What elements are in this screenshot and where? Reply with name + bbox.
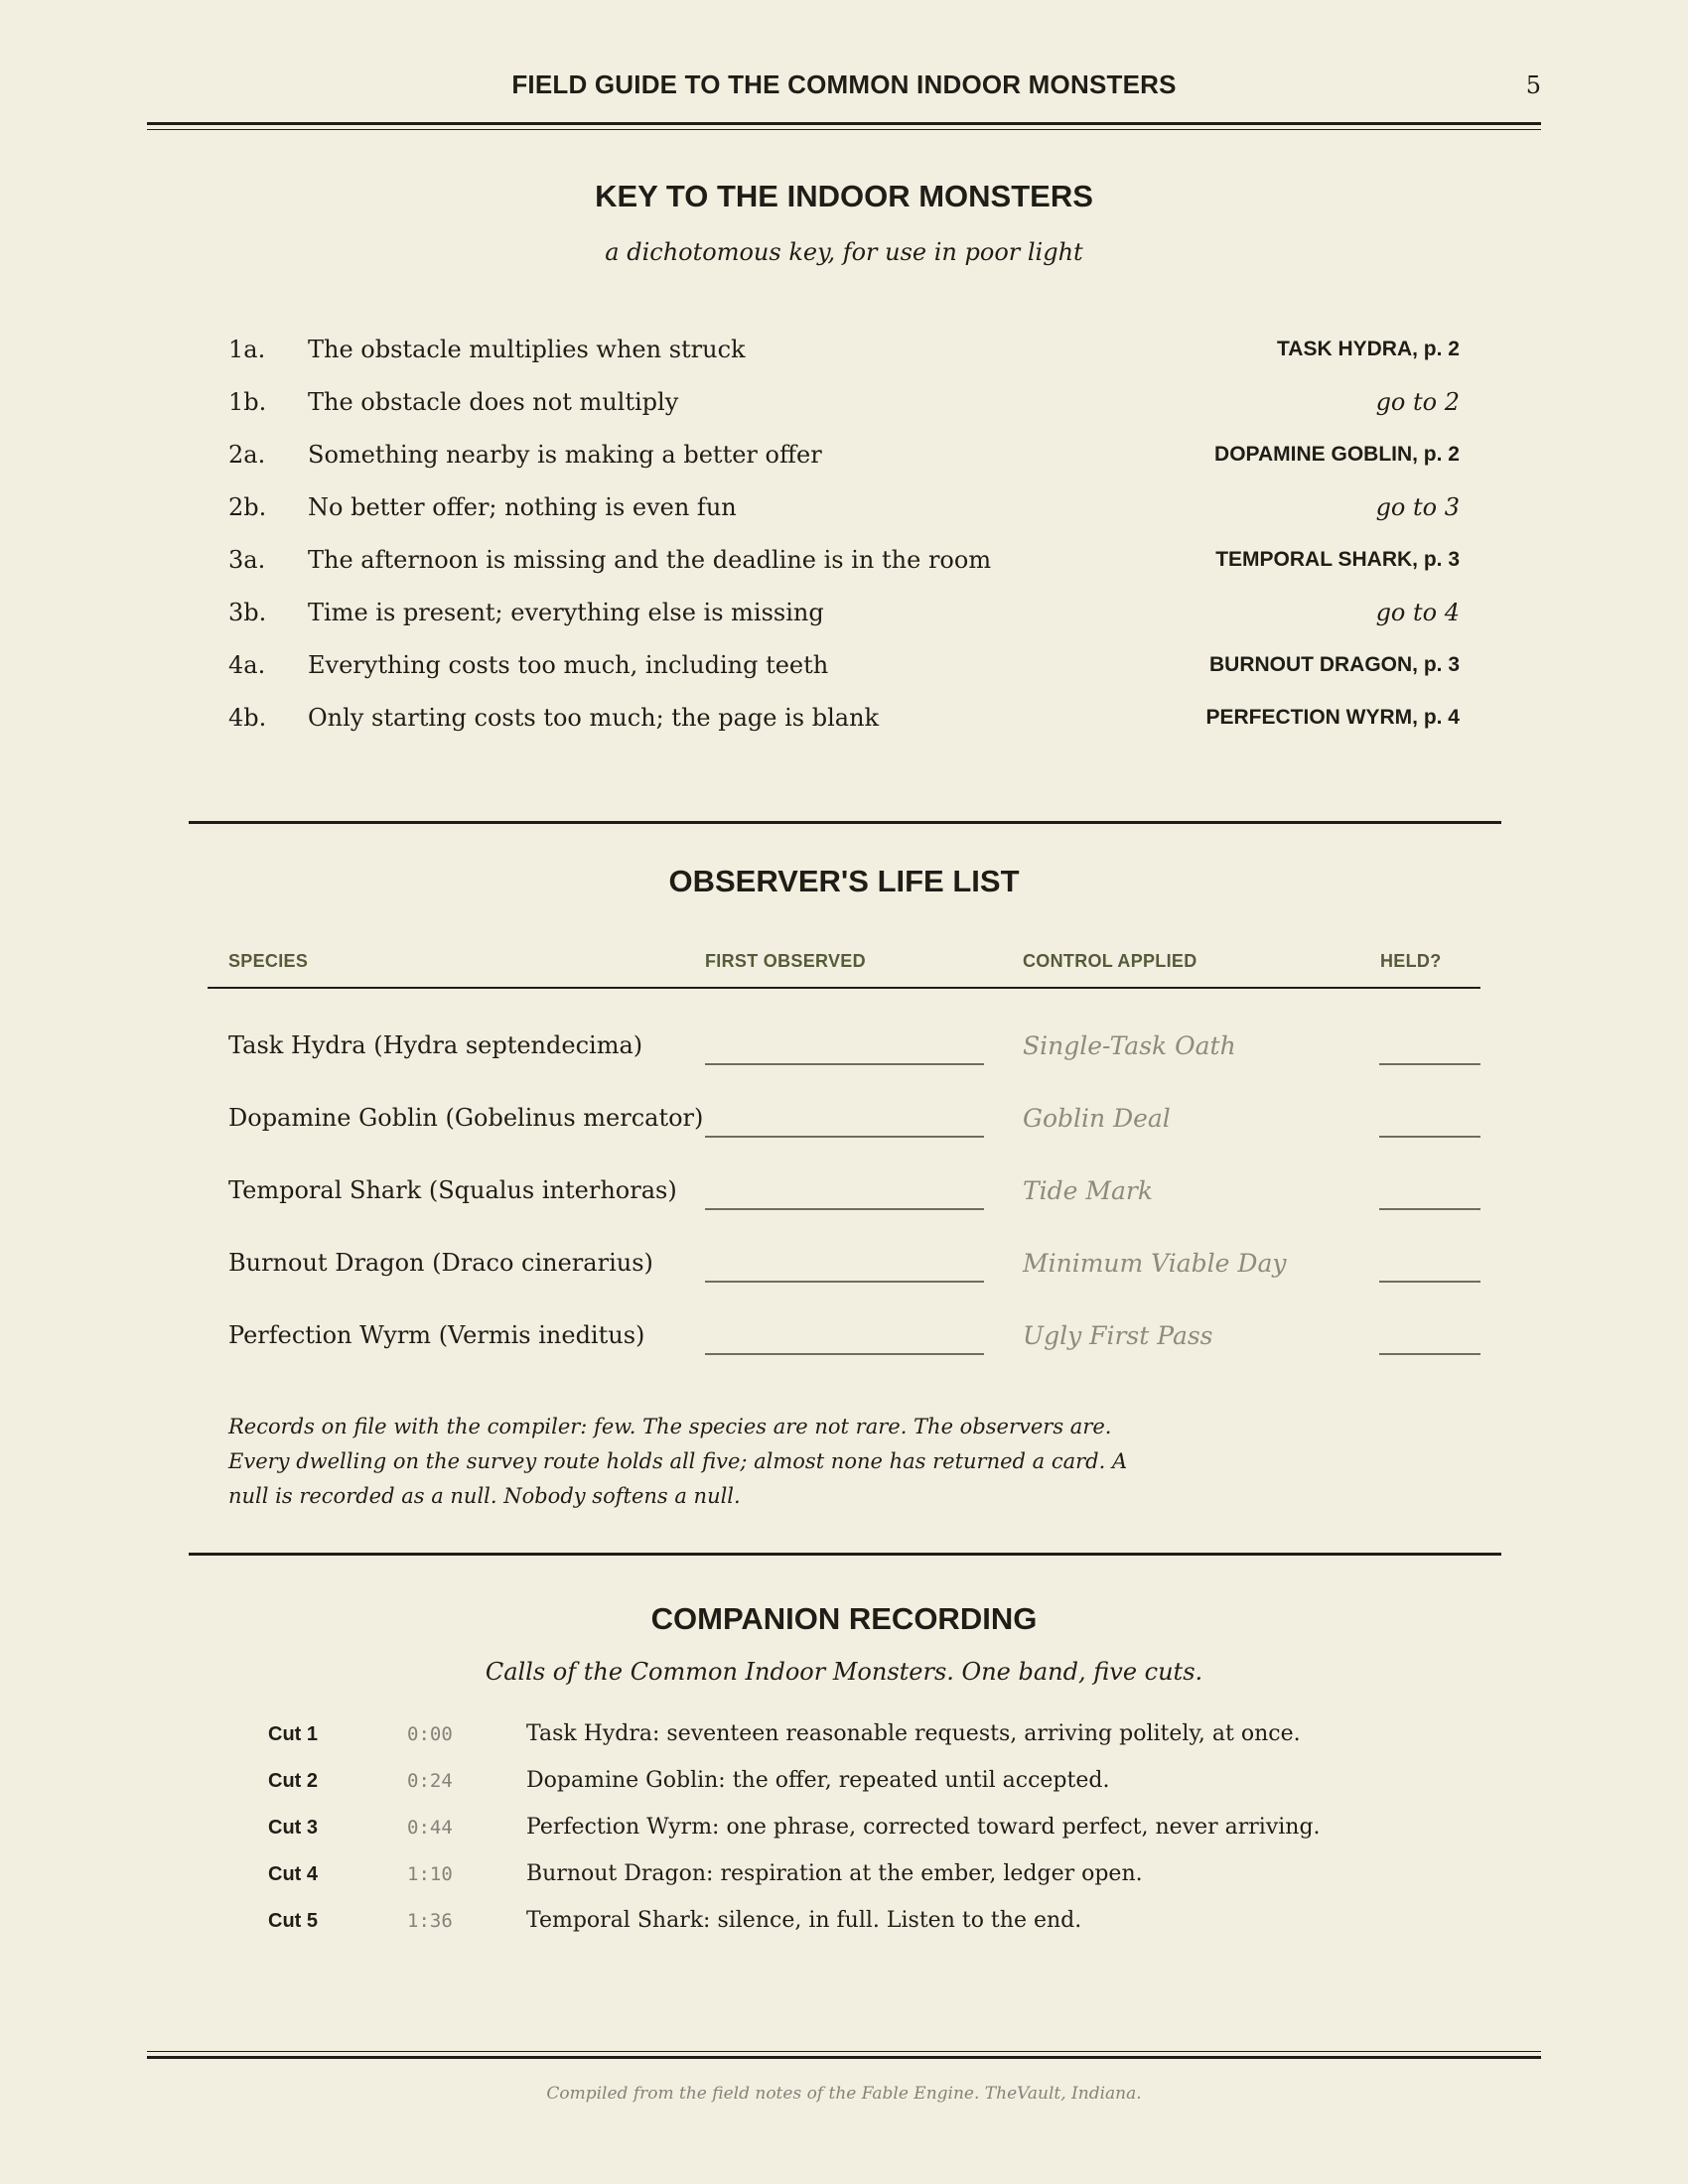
section-divider — [189, 1553, 1501, 1556]
track-description: Perfection Wyrm: one phrase, corrected toward perfect, never arriving. — [526, 1815, 1321, 1840]
track-description: Task Hydra: seventeen reasonable requests, arriving politely, at once. — [526, 1721, 1301, 1746]
track-row[interactable] — [0, 1723, 1688, 1770]
compiler-note-line: Records on file with the compiler: few. The species are not rare. The observers are. — [228, 1415, 1112, 1438]
first-observed-blank[interactable] — [705, 1136, 984, 1138]
first-observed-blank[interactable] — [705, 1063, 984, 1065]
key-number: 3a. — [228, 546, 266, 574]
key-subtitle: a dichotomous key, for use in poor light — [605, 238, 1083, 266]
species-name: Perfection Wyrm (Vermis ineditus) — [228, 1321, 645, 1349]
running-header-title: FIELD GUIDE TO THE COMMON INDOOR MONSTERS — [511, 69, 1177, 99]
key-row — [228, 437, 1460, 489]
table-row — [0, 1301, 1688, 1374]
key-couplet-text: Everything costs too much, including teeth — [308, 651, 829, 679]
recording-subtitle: Calls of the Common Indoor Monsters. One band, five cuts. — [485, 1658, 1203, 1686]
track-timestamp: 1:10 — [407, 1863, 453, 1885]
compiler-note-line: null is recorded as a null. Nobody softens a null. — [228, 1484, 741, 1508]
control-applied: Single-Task Oath — [1023, 1031, 1236, 1060]
table-row — [0, 1229, 1688, 1301]
table-row — [0, 1157, 1688, 1229]
held-blank[interactable] — [1379, 1353, 1480, 1355]
track-timestamp: 0:24 — [407, 1770, 453, 1792]
compiler-note — [228, 1410, 1201, 1514]
footer-double-rule — [147, 2051, 1541, 2059]
key-result: DOPAMINE GOBLIN, p. 2 — [1214, 443, 1460, 466]
compiler-note-line: Every dwelling on the survey route holds all five; almost none has returned a card. A — [228, 1449, 1128, 1473]
track-row[interactable] — [0, 1863, 1688, 1910]
species-name: Task Hydra (Hydra septendecima) — [228, 1031, 643, 1059]
track-description: Burnout Dragon: respiration at the ember, ledger open. — [526, 1861, 1143, 1886]
first-observed-blank[interactable] — [705, 1208, 984, 1210]
first-observed-blank[interactable] — [705, 1353, 984, 1355]
track-description: Temporal Shark: silence, in full. Listen to the end. — [526, 1908, 1082, 1933]
track-label: Cut 2 — [268, 1770, 318, 1792]
track-row[interactable] — [0, 1770, 1688, 1817]
key-couplet-text: Only starting costs too much; the page is blank — [308, 704, 880, 732]
key-couplet-text: The obstacle does not multiply — [308, 388, 679, 416]
key-couplet-text: Time is present; everything else is missing — [308, 599, 824, 626]
held-blank[interactable] — [1379, 1136, 1480, 1138]
track-label: Cut 4 — [268, 1863, 318, 1885]
key-row — [228, 595, 1460, 647]
track-timestamp: 0:44 — [407, 1817, 453, 1839]
key-number: 4a. — [228, 651, 266, 679]
key-row — [228, 542, 1460, 595]
track-label: Cut 3 — [268, 1817, 318, 1839]
track-label: Cut 1 — [268, 1723, 318, 1745]
species-name: Temporal Shark (Squalus interhoras) — [228, 1176, 677, 1204]
key-row — [228, 489, 1460, 542]
key-number: 4b. — [228, 704, 267, 732]
column-header-held: HELD? — [1380, 951, 1442, 971]
key-goto: go to 4 — [1375, 599, 1460, 626]
running-header — [147, 69, 1541, 109]
page-number: 5 — [1525, 71, 1541, 99]
track-timestamp: 1:36 — [407, 1910, 453, 1932]
dichotomous-key — [228, 332, 1460, 752]
key-result: TEMPORAL SHARK, p. 3 — [1215, 548, 1460, 571]
key-couplet-text: The obstacle multiplies when struck — [308, 336, 746, 363]
recording-title: COMPANION RECORDING — [650, 1601, 1038, 1636]
key-number: 1a. — [228, 336, 266, 363]
colophon: Compiled from the field notes of the Fable Engine. TheVault, Indiana. — [546, 2084, 1142, 2104]
table-row — [0, 1084, 1688, 1157]
track-label: Cut 5 — [268, 1910, 318, 1932]
life-list-title: OBSERVER'S LIFE LIST — [668, 864, 1020, 898]
track-row[interactable] — [0, 1817, 1688, 1863]
control-applied: Ugly First Pass — [1023, 1321, 1213, 1350]
control-applied: Goblin Deal — [1023, 1104, 1171, 1133]
track-timestamp: 0:00 — [407, 1723, 453, 1745]
key-goto: go to 2 — [1375, 388, 1460, 416]
key-row — [228, 647, 1460, 700]
column-header-first-observed: FIRST OBSERVED — [705, 951, 866, 971]
key-number: 2b. — [228, 493, 267, 521]
key-couplet-text: No better offer; nothing is even fun — [308, 493, 737, 521]
key-row — [228, 384, 1460, 437]
section-divider — [189, 821, 1501, 824]
key-goto: go to 3 — [1375, 493, 1460, 521]
control-applied: Tide Mark — [1023, 1176, 1154, 1205]
key-result: PERFECTION WYRM, p. 4 — [1205, 706, 1460, 729]
control-applied: Minimum Viable Day — [1023, 1249, 1287, 1278]
key-result: BURNOUT DRAGON, p. 3 — [1209, 653, 1460, 676]
key-number: 3b. — [228, 599, 267, 626]
key-couplet-text: Something nearby is making a better offer — [308, 441, 822, 469]
held-blank[interactable] — [1379, 1208, 1480, 1210]
column-header-species: SPECIES — [228, 951, 309, 971]
key-title: KEY TO THE INDOOR MONSTERS — [595, 179, 1093, 213]
key-result: TASK HYDRA, p. 2 — [1277, 338, 1460, 360]
table-row — [0, 1012, 1688, 1084]
key-row — [228, 700, 1460, 752]
key-number: 2a. — [228, 441, 266, 469]
column-header-control-applied: CONTROL APPLIED — [1023, 951, 1197, 971]
held-blank[interactable] — [1379, 1281, 1480, 1283]
key-number: 1b. — [228, 388, 267, 416]
key-couplet-text: The afternoon is missing and the deadline is in the room — [308, 546, 992, 574]
track-row[interactable] — [0, 1910, 1688, 1957]
first-observed-blank[interactable] — [705, 1281, 984, 1283]
table-header-rule — [208, 987, 1480, 989]
header-double-rule — [147, 122, 1541, 130]
held-blank[interactable] — [1379, 1063, 1480, 1065]
track-description: Dopamine Goblin: the offer, repeated until accepted. — [526, 1768, 1110, 1793]
species-name: Burnout Dragon (Draco cinerarius) — [228, 1249, 653, 1277]
species-name: Dopamine Goblin (Gobelinus mercator) — [228, 1104, 704, 1132]
key-row — [228, 332, 1460, 384]
